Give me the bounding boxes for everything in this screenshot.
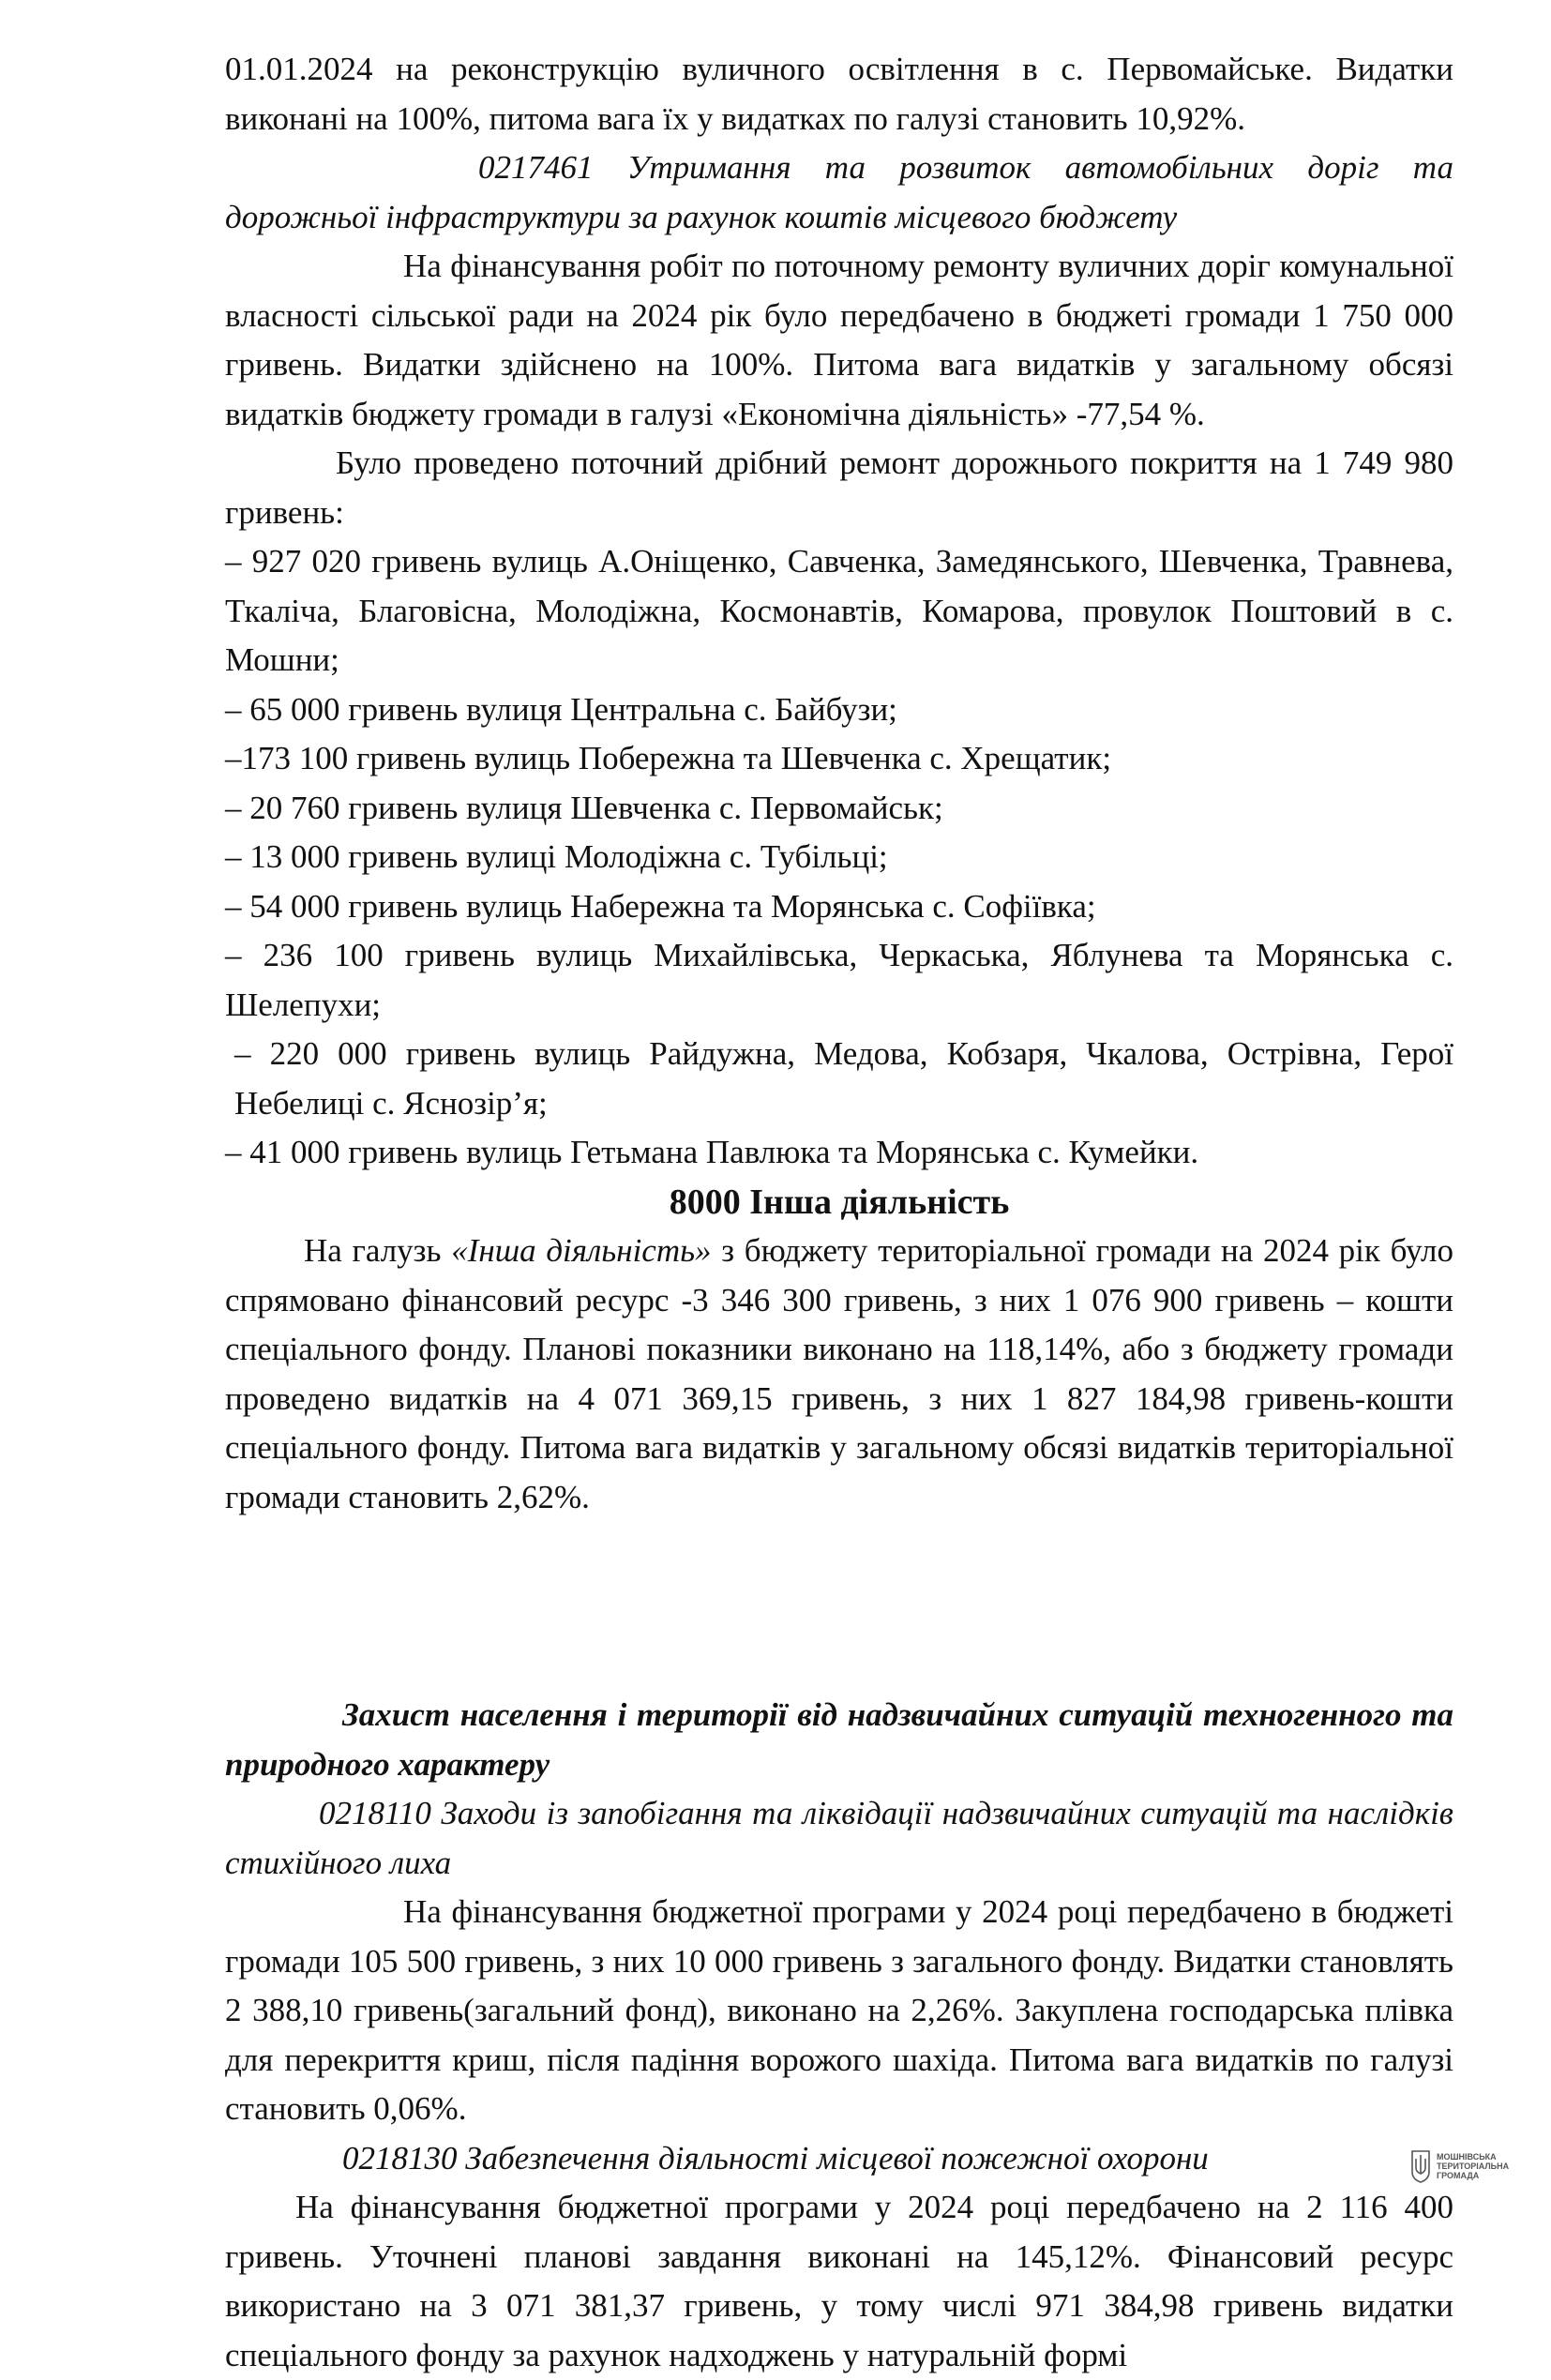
logo-line-3: ГРОМАДА — [1437, 2171, 1480, 2180]
spacer — [225, 1522, 1453, 1691]
list-item: – 236 100 гривень вулиць Михайлівська, Черкаська, Яблунева та Морянська с. Шелепухи; — [225, 937, 1453, 1023]
section-heading-other: 8000 Інша діяльність — [669, 1182, 1010, 1222]
logo-line-1: МОШНІВСЬКА — [1437, 2152, 1497, 2162]
roads-paragraph-1: На фінансування робіт по поточному ремонту вуличних доріг комунальної власності сільської ради на 2024 рік було передбачено в бюджеті громади 1 750 000 гривень. Видатки здійснено на 100%. Питома вага видатків у загальному обсязі видатків бюджету громади в галузі «Економічна діяльність» -77,54 %. — [225, 248, 1453, 432]
roads-heading: 0217461 Утримання та розвиток автомобільних доріг та дорожньої інфраструктури за рахунок коштів місцевого бюджету — [225, 149, 1453, 235]
protection-subheading-2: 0218130 Забезпечення діяльності місцевої пожежної охорони — [342, 2139, 1209, 2177]
list-item: – 65 000 гривень вулиця Центральна с. Байбузи; — [225, 690, 897, 728]
list-item: – 20 760 гривень вулиця Шевченка с. Первомайськ; — [225, 789, 943, 826]
list-item: – 41 000 гривень вулиць Гетьмана Павлюка та Морянська с. Кумейки. — [225, 1134, 1199, 1170]
protection-subheading-1: 0218110 Заходи із запобігання та ліквідації надзвичайних ситуацій та наслідків стихійного лиха — [225, 1795, 1453, 1881]
community-logo — [1410, 2147, 1542, 2185]
logo-line-2: ТЕРИТОРІАЛЬНА — [1437, 2162, 1510, 2171]
list-item: – 220 000 гривень вулиць Райдужна, Медова, Кобзаря, Чкалова, Острівна, Герої Небелиці с. Яснозір’я; — [234, 1035, 1453, 1122]
intro-paragraph: 01.01.2024 на реконструкцію вуличного освітлення в с. Первомайське. Видатки виконані на 100%, питома вага їх у видатках по галузі становить 10,92%. — [225, 51, 1453, 137]
protection-paragraph-1: На фінансування бюджетної програми у 2024 році передбачено в бюджеті громади 105 500 гривень, з них 10 000 гривень з загального фонду. Видатки становлять 2 388,10 гривень(загальний фонд), виконано на 2,26%. Закуплена господарська плівка для перекриття криш, після падіння ворожого шахіда. Питома вага видатків по галузі становить 0,06%. — [225, 1893, 1453, 2127]
document-page — [225, 45, 1453, 2380]
other-paragraph — [225, 1227, 1453, 1522]
logo-text — [1437, 2152, 1509, 2180]
protection-paragraph-2: На фінансування бюджетної програми у 2024 році передбачено на 2 116 400 гривень. Уточнені планові завдання виконані на 145,12%. Фінансовий ресурс використано на 3 071 381,37 гривень, у тому числі 971 384,98 гривень видатки спеціального фонду за рахунок надходжень у натуральній формі — [225, 2189, 1453, 2373]
other-italic: «Інша діяльність» — [451, 1232, 712, 1269]
roads-paragraph-2: Було проведено поточний дрібний ремонт дорожнього покриття на 1 749 980 гривень: — [225, 444, 1453, 531]
list-item: – 54 000 гривень вулиць Набережна та Морянська с. Софіївка; — [225, 887, 1096, 925]
other-rest: з бюджету територіальної громади на 2024 рік було спрямовано фінансовий ресурс -3 346 300 гривень, з них 1 076 900 гривень – кошти спеціального фонду. Планові показники виконано на 118,14%, або з бюджету громади проведено видатків на 4 071 369,15 гривень, з них 1 827 184,98 гривень-кошти спеціального фонду. Питома вага видатків у загальному обсязі видатків територіальної громади становить 2,62%. — [225, 1232, 1454, 1515]
roads-list — [225, 537, 1453, 1178]
trident-emblem-icon — [1410, 2149, 1431, 2183]
list-item: – 13 000 гривень вулиці Молодіжна с. Тубільці; — [225, 838, 888, 875]
list-item: –173 100 гривень вулиць Побережна та Шевченка с. Хрещатик; — [225, 740, 1112, 776]
protection-heading: Захист населення і території від надзвичайних ситуацій техногенного та природного характеру — [225, 1696, 1453, 1783]
list-item: – 927 020 гривень вулиць А.Оніщенко, Савченка, Замедянського, Шевченка, Травнева, Ткаліча, Благовісна, Молодіжна, Космонавтів, Комарова, провулок Поштовий в с. Мошни; — [225, 543, 1453, 678]
other-lead: На галузь — [304, 1232, 452, 1269]
